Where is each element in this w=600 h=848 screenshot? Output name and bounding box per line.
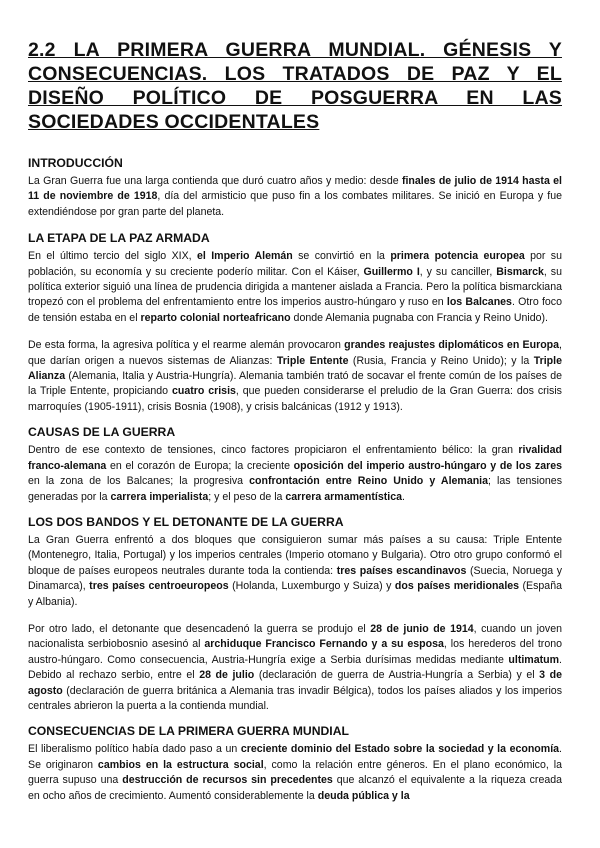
text-run: , como la relación entre géneros. En el plano económico, la guerra supuso una	[28, 758, 562, 787]
text-run: se convirtió en la	[292, 250, 391, 263]
section-causas	[28, 425, 562, 505]
text-run: , que darían origen a nuevos sistemas de Alianzas:	[28, 339, 562, 367]
text-run: (Rusia, Francia y Reino Unido); y la	[348, 354, 534, 367]
section-consecuencias	[28, 724, 562, 804]
bold-text: el Imperio Alemán	[197, 250, 293, 263]
bold-text: los Balcanes	[446, 296, 512, 309]
bold-text: grandes reajustes diplomáticos en Europa	[344, 339, 560, 352]
text-run: (Suecia, Noruega y Dinamarca),	[28, 564, 562, 593]
bold-text: dos países meridionales	[394, 580, 520, 593]
document-title: 2.2 LA PRIMERA GUERRA MUNDIAL. GÉNESIS Y CONSECUENCIAS. LOS TRATADOS DE PAZ Y EL DISEÑO POLÍTICO DE POSGUERRA EN LAS SOCIEDADES OCCIDENTALES	[28, 39, 562, 133]
text-run: por su población, su economía y su creciente poderío militar. Con el Káiser,	[28, 250, 562, 278]
section-heading: INTRODUCCIÓN	[28, 156, 123, 170]
bold-text: carrera imperialista	[110, 490, 209, 503]
bold-text: reparto colonial norteafricano	[140, 311, 291, 324]
paragraph	[28, 249, 562, 326]
text-run: (Holanda, Luxemburgo y Suiza) y	[228, 580, 395, 593]
text-run: (declaración de guerra británica a Alemania tras invadir Bélgica), todos los países aliados y los imperios centrales abrieron la puerta a la contienda mundial.	[28, 684, 562, 712]
bold-text: oposición del imperio austro-húngaro y de los zares	[293, 459, 562, 472]
text-run: , día del armisticio que puso fin a los combates militares. Se inició en Europa y fue extendiéndose por gran parte del planeta.	[28, 190, 563, 218]
bold-text: finales de julio de 1914 hasta el 11 de noviembre de 1918	[28, 175, 562, 203]
paragraph	[28, 742, 562, 804]
text-run: ; las tensiones generadas por la	[28, 475, 562, 503]
text-run: , y su canciller,	[419, 265, 497, 278]
bold-text: 28 de junio de 1914	[370, 622, 474, 635]
section-heading: CAUSAS DE LA GUERRA	[28, 425, 176, 440]
paragraph	[28, 533, 562, 610]
text-run: (España y Albania).	[28, 580, 562, 608]
paragraph	[28, 174, 562, 220]
text-run: , cuando un joven nacionalista serbiobosnio asesinó al	[28, 622, 562, 651]
bold-text: destrucción de recursos sin precedentes	[122, 774, 333, 787]
bold-text: tres países escandinavos	[336, 564, 467, 577]
bold-text: 3 de agosto	[28, 669, 562, 697]
text-run: . Otro foco de tensión estaba en el	[28, 296, 562, 324]
bold-text: Guillermo I	[363, 265, 420, 278]
section-dos-bandos	[28, 515, 562, 714]
text-run: , los herederos del trono austro-húngaro. Como consecuencia, Austria-Hungría exige a Serbia durísimas medidas mediante	[28, 638, 562, 666]
bold-text: archiduque Francisco Fernando y a su esposa	[204, 638, 444, 651]
text-run: . Se originaron	[28, 743, 562, 771]
section-heading: LOS DOS BANDOS Y EL DETONANTE DE LA GUERRA	[28, 514, 344, 529]
text-run: en la zona de los Balcanes; la progresiva	[28, 475, 250, 488]
bold-text: rivalidad franco-alemana	[28, 444, 562, 472]
text-run: en el corazón de Europa; la creciente	[106, 459, 294, 472]
bold-text: Bismarck	[496, 265, 544, 278]
text-run: (declaración de guerra de Austria-Hungría a Serbia) y el	[254, 669, 540, 682]
paragraph	[28, 443, 562, 505]
text-run: , su política exterior siguió una línea de prudencia dirigida a mantener aislada a Francia. Pero la política bismarckiana tropezó con el problema del enfrentamiento entre los imperios austro-húngaro y ruso en	[28, 265, 562, 309]
text-run: , que pueden considerarse el preludio de la Gran Guerra: dos crisis marroquíes (1905-1911), crisis Bosnia (1908), y crisis balcánicas (1912 y 1913).	[28, 385, 562, 413]
paragraph	[28, 622, 562, 714]
section-heading: CONSECUENCIAS DE LA PRIMERA GUERRA MUNDIAL	[28, 724, 349, 739]
bold-text: confrontación entre Reino Unido y Alemania	[249, 475, 489, 488]
text-run: . Debido al rechazo serbio, entre el	[28, 653, 562, 682]
text-run: Por otro lado, el detonante que desencadenó la guerra se produjo el	[28, 622, 371, 635]
section-heading: LA ETAPA DE LA PAZ ARMADA	[28, 231, 210, 246]
bold-text: primera potencia europea	[390, 250, 525, 263]
text-run: La Gran Guerra enfrentó a dos bloques que consiguieron sumar más países a su causa: Triple Entente (Montenegro, Italia, Portugal) y los imperios centrales (Imperio otomano y Bulgaria). Otro otro grupo conformó el bloque de países europeos neutrales durante toda la contienda:	[28, 533, 562, 577]
bold-text: ultimatum	[508, 653, 560, 666]
text-run: El liberalismo político había dado paso a un	[28, 743, 241, 756]
bold-text: deuda pública y la	[317, 789, 410, 802]
paragraph	[28, 338, 562, 415]
bold-text: carrera armamentística	[285, 490, 402, 503]
text-run: que alcanzó el equivalente a la riqueza creada en ocho años de crecimiento. Aumentó considerablemente la	[28, 774, 563, 802]
bold-text: Triple Entente	[276, 354, 349, 367]
text-run: La Gran Guerra fue una larga contienda que duró cuatro años y medio: desde	[28, 175, 402, 187]
bold-text: cambios en la estructura social	[97, 758, 264, 771]
bold-text: tres países centroeuropeos	[89, 580, 229, 593]
text-run: donde Alemania pugnaba con Francia y Reino Unido).	[290, 311, 548, 324]
section-introduccion	[28, 156, 562, 220]
text-run: ; y el peso de la	[208, 490, 286, 503]
bold-text: cuatro crisis	[171, 385, 236, 398]
text-run: De esta forma, la agresiva política y el rearme alemán provocaron	[28, 339, 345, 352]
document-page	[28, 38, 562, 804]
bold-text: creciente dominio del Estado sobre la sociedad y la economía	[240, 743, 560, 756]
text-run: Dentro de ese contexto de tensiones, cinco factores propiciaron el enfrentamiento bélico: la gran	[28, 444, 519, 457]
bold-text: 28 de julio	[199, 669, 255, 682]
text-run: .	[402, 490, 405, 503]
bold-text: Triple Alianza	[28, 354, 562, 383]
text-run: (Alemania, Italia y Austria-Hungría). Alemania también trató de socavar el frente común de los países de la Triple Entente, propiciando	[28, 370, 562, 398]
section-paz-armada	[28, 231, 562, 415]
text-run: En el último tercio del siglo XIX,	[28, 250, 197, 263]
